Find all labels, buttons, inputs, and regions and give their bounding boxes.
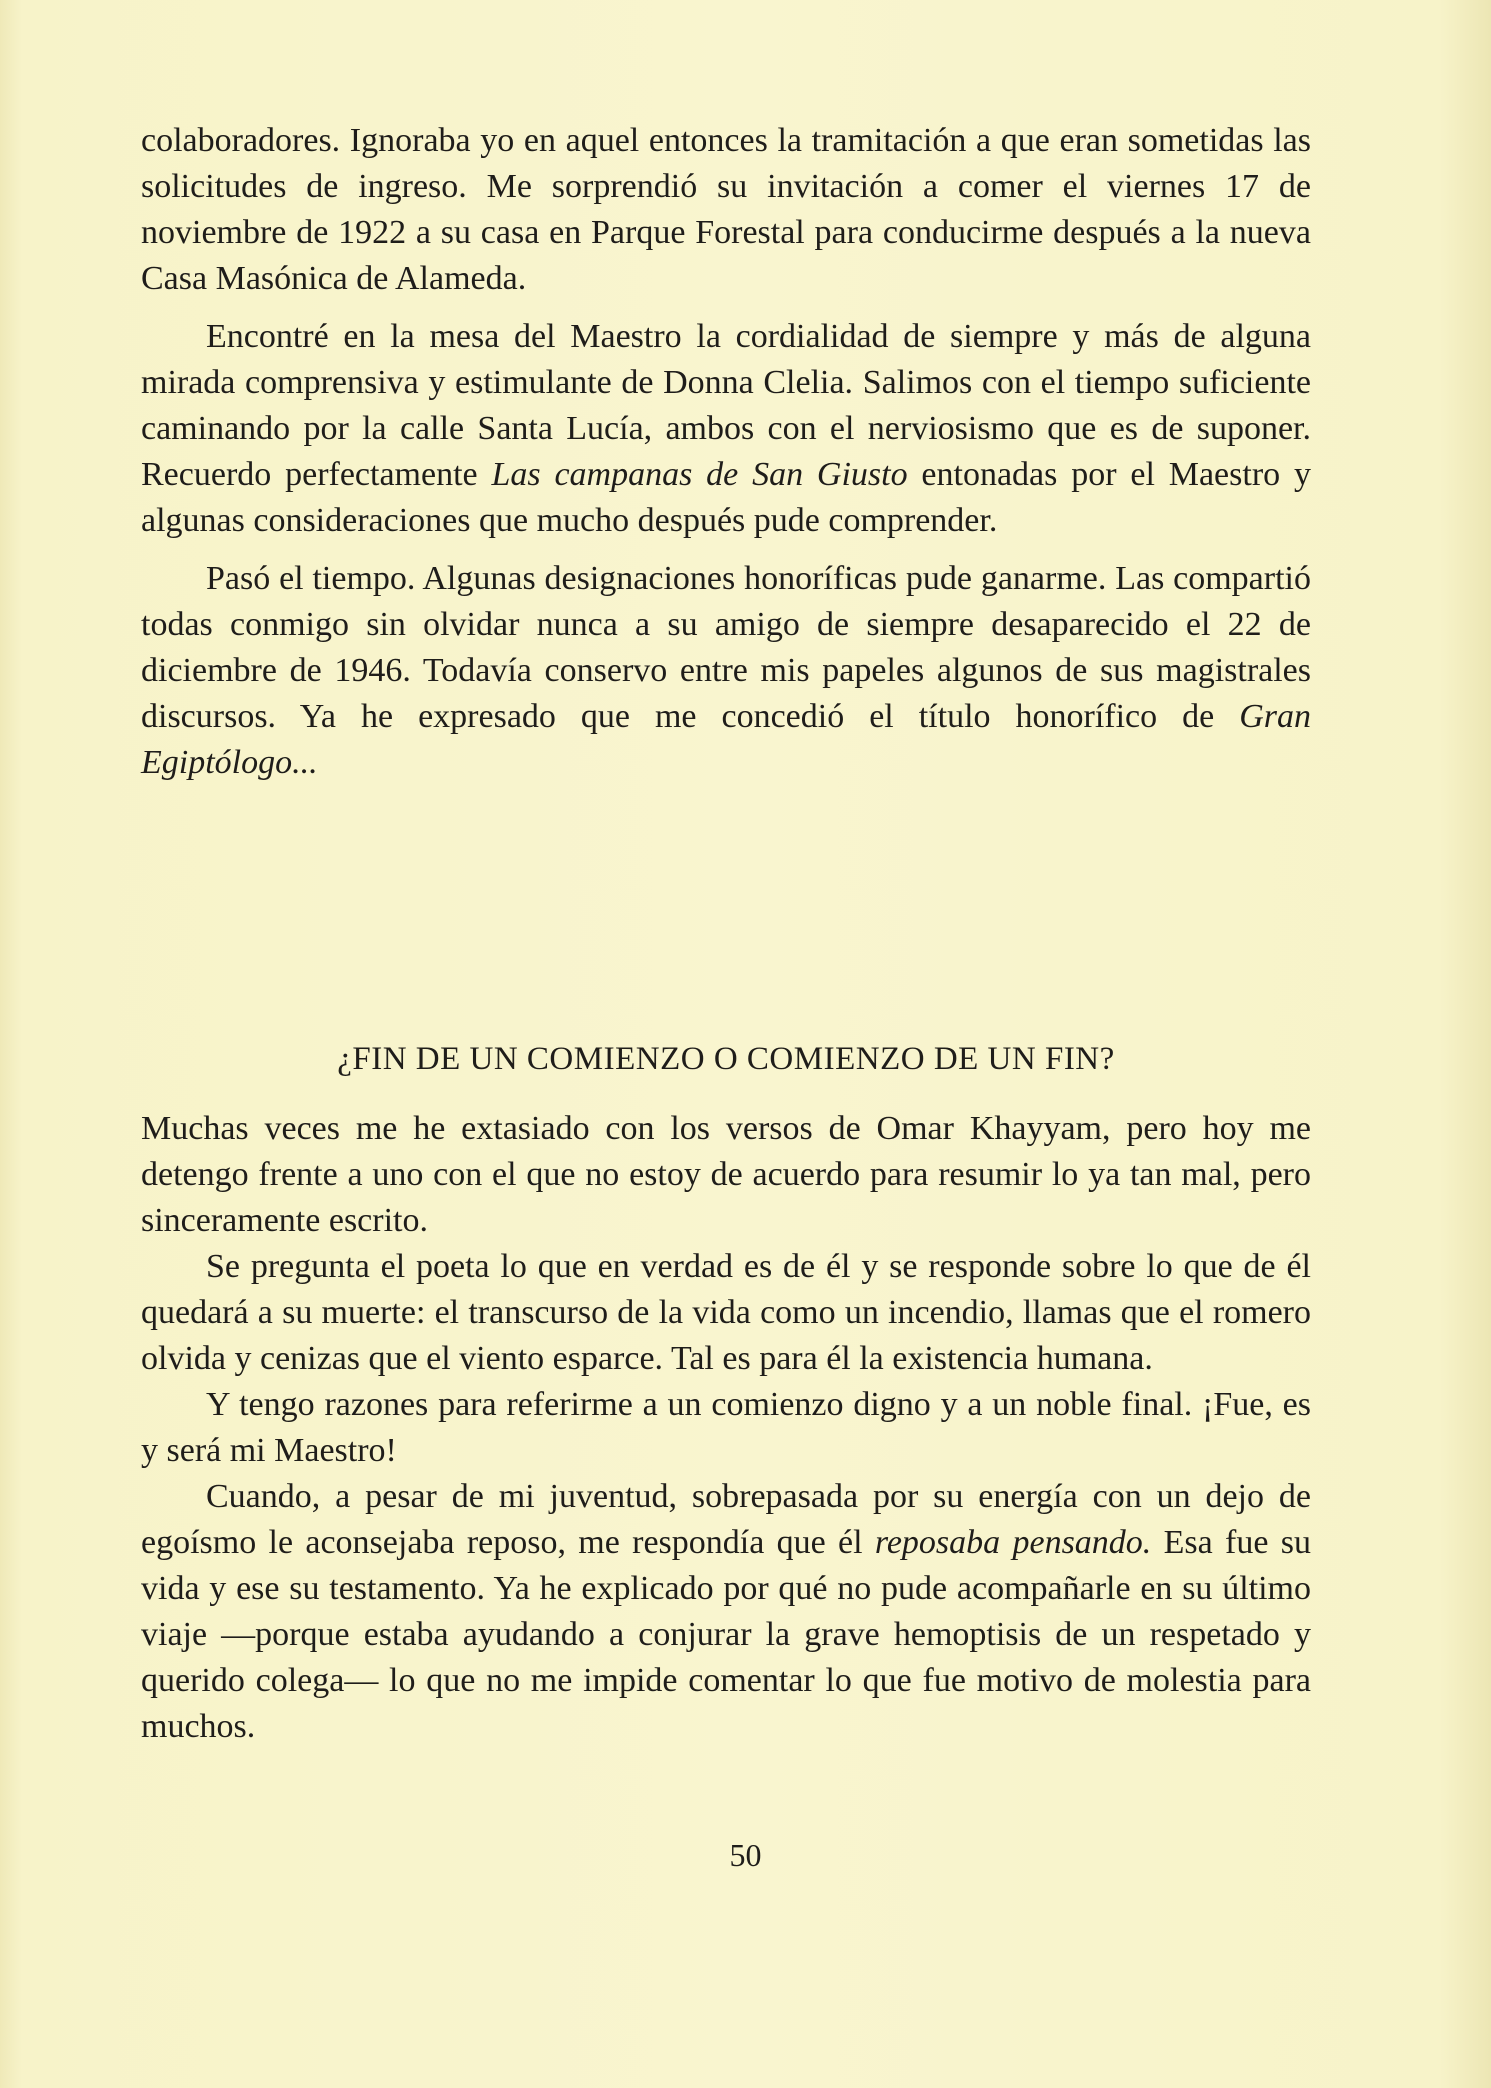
paragraph-7-text-a: Cuando, a pesar de mi juventud, sobrepasada por su energía con un dejo de egoísmo le aconsejaba reposo, me respondía que él: [141, 1478, 1311, 1561]
paragraph-3: [141, 556, 1311, 786]
paragraph-5: Se pregunta el poeta lo que en verdad es de él y se responde sobre lo que de él quedará a su muerte: el transcurso de la vida como un incendio, llamas que el romero olvida y cenizas que el viento esparce. Tal es para él la existencia humana.: [141, 1248, 1311, 1377]
honorific-title: Gran Egiptólogo...: [141, 698, 1311, 781]
song-title: Las campanas de San Giusto: [491, 456, 908, 493]
paragraph-6: Y tengo razones para referirme a un comienzo digno y a un noble final. ¡Fue, es y será mi Maestro!: [141, 1386, 1311, 1469]
paragraph-3-text-a: Pasó el tiempo. Algunas designaciones honoríficas pude ganarme. Las compartió todas conmigo sin olvidar nunca a su amigo de siempre desaparecido el 22 de diciembre de 1946. Todavía conservo entre mis papeles algunos de sus magistrales discursos. Ya he expresado que me concedió el título honorífico de: [141, 560, 1311, 735]
section-heading: ¿FIN DE UN COMIENZO O COMIENZO DE UN FIN?: [337, 1041, 1115, 1077]
paragraph-7: [141, 1474, 1311, 1750]
paragraph-7-text-b: Esa fue su vida y ese su testamento. Ya he explicado por qué no pude acompañarle en su último viaje —porque estaba ayudando a conjurar la grave hemoptisis de un respetado y querido colega— lo que no me impide comentar lo que fue motivo de molestia para muchos.: [141, 1524, 1311, 1745]
page-number: 50: [729, 1837, 762, 1873]
paragraph-2: [141, 314, 1311, 544]
paragraph-2-text-b: entonadas por el Maestro y algunas consideraciones que mucho después pude comprender.: [141, 456, 1311, 539]
paragraph-1: colaboradores. Ignoraba yo en aquel entonces la tramitación a que eran sometidas las solicitudes de ingreso. Me sorprendió su invitación a comer el viernes 17 de noviembre de 1922 a su casa en Parque Forestal para conducirme después a la nueva Casa Masónica de Alameda.: [141, 122, 1311, 297]
paragraph-4: Muchas veces me he extasiado con los versos de Omar Khayyam, pero hoy me detengo frente a uno con el que no estoy de acuerdo para resumir lo ya tan mal, pero sinceramente escrito.: [141, 1110, 1311, 1239]
paragraph-2-text-a: Encontré en la mesa del Maestro la cordialidad de siempre y más de alguna mirada comprensiva y estimulante de Donna Clelia. Salimos con el tiempo suficiente caminando por la calle Santa Lucía, ambos con el nerviosismo que es de suponer. Recuerdo perfectamente: [141, 318, 1311, 493]
section-lower: [141, 1106, 1311, 1750]
section-upper: [141, 118, 1311, 786]
italic-phrase: reposaba pensando.: [874, 1524, 1152, 1561]
